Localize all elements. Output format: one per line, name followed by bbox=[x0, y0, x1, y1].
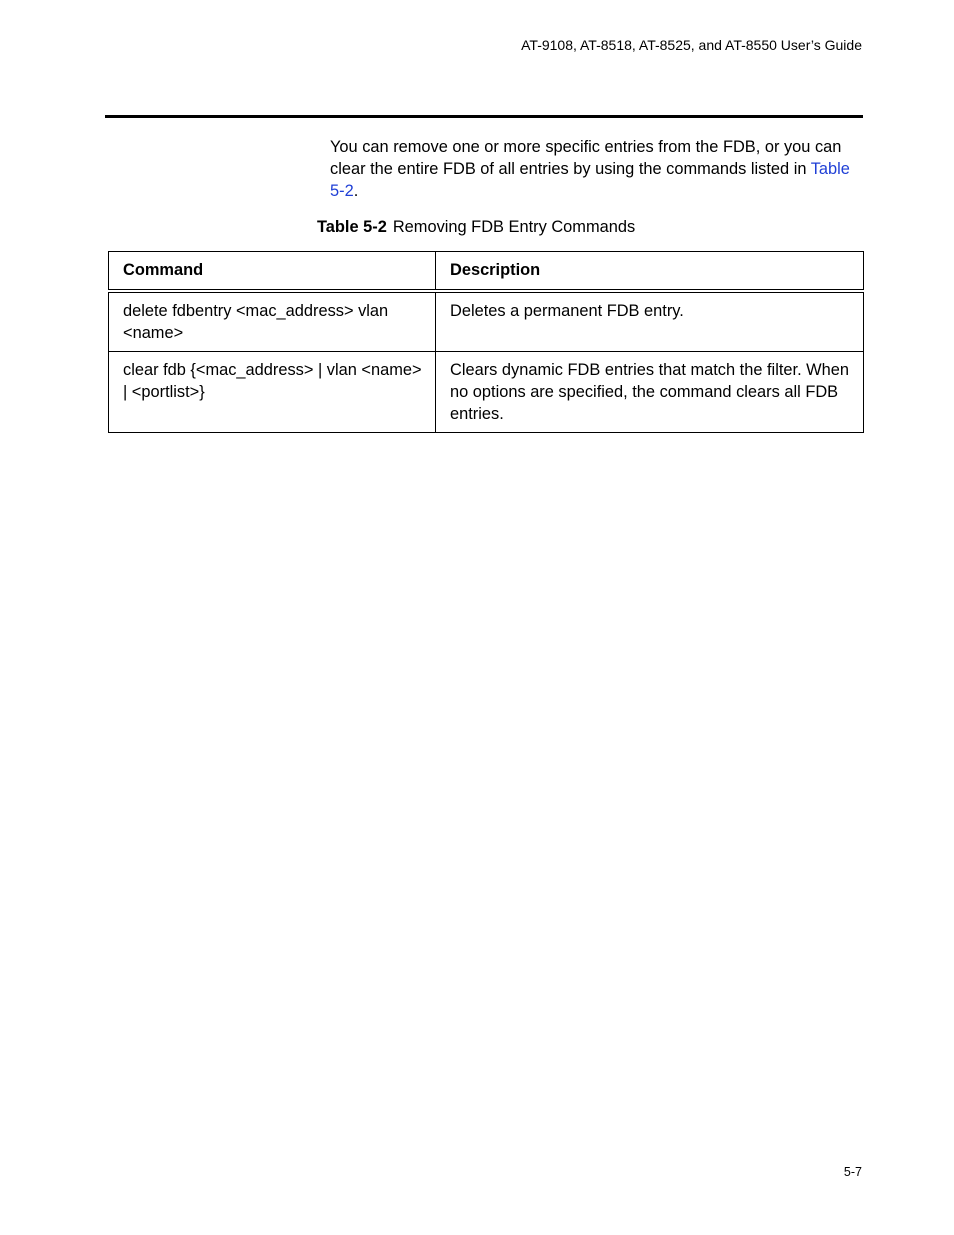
table-row bbox=[109, 291, 864, 352]
table-header-row bbox=[109, 252, 864, 292]
intro-text-after-link: . bbox=[353, 182, 359, 200]
header-rule bbox=[105, 115, 863, 118]
intro-paragraph bbox=[330, 136, 860, 202]
table-caption-title: Removing FDB Entry Commands bbox=[392, 218, 636, 236]
command-cell: delete fdbentry <mac_address> vlan <name> bbox=[109, 291, 436, 352]
description-cell: Clears dynamic FDB entries that match the filter. When no options are specified, the command clears all FDB entries. bbox=[436, 352, 864, 433]
table-row bbox=[109, 352, 864, 433]
column-header-command: Command bbox=[109, 252, 436, 292]
table-caption-label: Table 5-2 bbox=[317, 218, 387, 236]
running-header: AT-9108, AT-8518, AT-8525, and AT-8550 User’s Guide bbox=[521, 37, 862, 53]
column-header-description: Description bbox=[436, 252, 864, 292]
table-caption bbox=[317, 218, 635, 237]
page-number: 5-7 bbox=[843, 1165, 862, 1179]
description-cell: Deletes a permanent FDB entry. bbox=[436, 291, 864, 352]
intro-text-before-link: You can remove one or more specific entries from the FDB, or you can clear the entire FDB of all entries by using the commands listed in bbox=[330, 138, 842, 178]
command-cell: clear fdb {<mac_address> | vlan <name> | <portlist>} bbox=[109, 352, 436, 433]
fdb-commands-table bbox=[108, 251, 864, 433]
table-cross-reference-link[interactable]: Table 5-2 bbox=[330, 160, 850, 200]
